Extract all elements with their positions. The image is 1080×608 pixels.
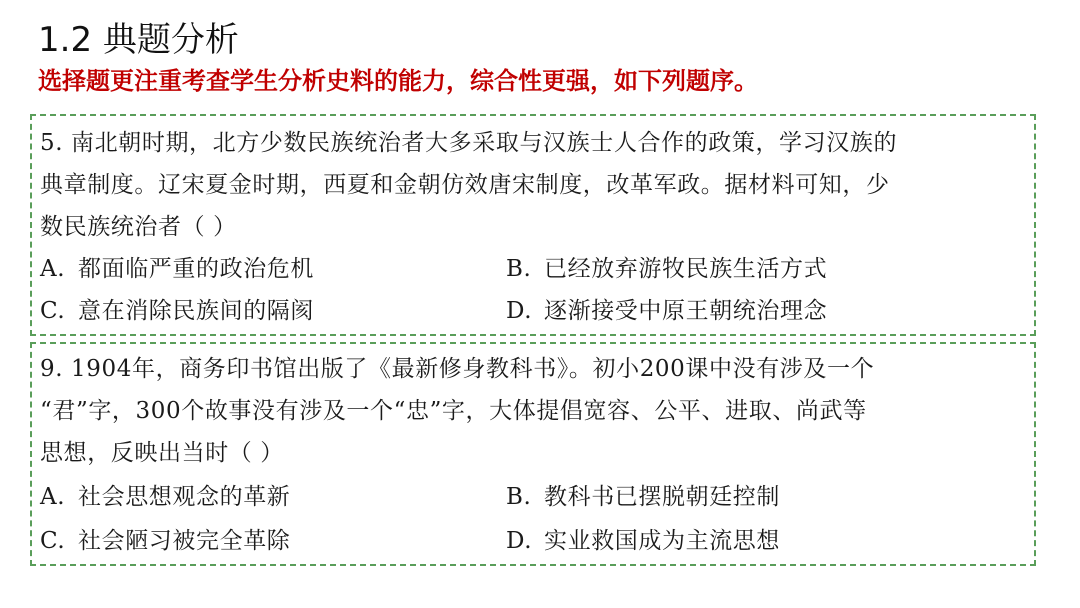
option-text: 社会陋习被完全革除 (78, 528, 291, 554)
option-a[interactable] (40, 476, 290, 518)
option-text: 逐渐接受中原王朝统治理念 (544, 298, 828, 324)
option-text: 意在消除民族间的隔阂 (78, 298, 314, 324)
option-c[interactable] (40, 290, 314, 332)
option-b[interactable] (506, 248, 827, 290)
option-b[interactable] (506, 476, 780, 518)
option-letter: D. (506, 298, 533, 324)
stem-line: 9. 1904年，商务印书馆出版了《最新修身教科书》。初小200课中没有涉及一个 (40, 356, 875, 382)
option-text: 实业救国成为主流思想 (544, 528, 780, 554)
option-text: 已经放弃游牧民族生活方式 (544, 256, 828, 282)
option-letter: B. (506, 484, 532, 510)
option-letter: A. (40, 256, 66, 282)
stem-line: 5. 南北朝时期，北方少数民族统治者大多采取与汉族士人合作的政策，学习汉族的 (40, 130, 898, 156)
option-letter: C. (40, 298, 66, 324)
question-stem (40, 348, 1026, 474)
option-c[interactable] (40, 520, 290, 562)
option-text: 都面临严重的政治危机 (78, 256, 314, 282)
question-box-9 (30, 342, 1036, 566)
option-letter: D. (506, 528, 533, 554)
stem-line: 数民族统治者（ ） (40, 214, 237, 240)
option-letter: C. (40, 528, 66, 554)
option-d[interactable] (506, 520, 780, 562)
option-text: 教科书已摆脱朝廷控制 (544, 484, 780, 510)
option-letter: B. (506, 256, 532, 282)
option-d[interactable] (506, 290, 827, 332)
page-title: 1.2 典题分析 (38, 20, 239, 60)
page-subtitle: 选择题更注重考查学生分析史料的能力，综合性更强，如下列题序。 (38, 67, 758, 95)
question-stem (40, 122, 1026, 248)
option-letter: A. (40, 484, 66, 510)
stem-line: “君”字，300个故事没有涉及一个“忠”字，大体提倡宽容、公平、进取、尚武等 (40, 398, 867, 424)
stem-line: 思想，反映出当时（ ） (40, 440, 284, 466)
stem-line: 典章制度。辽宋夏金时期，西夏和金朝仿效唐宋制度，改革军政。据材料可知，少 (40, 172, 890, 198)
option-a[interactable] (40, 248, 314, 290)
option-text: 社会思想观念的革新 (78, 484, 291, 510)
question-box-5 (30, 114, 1036, 336)
